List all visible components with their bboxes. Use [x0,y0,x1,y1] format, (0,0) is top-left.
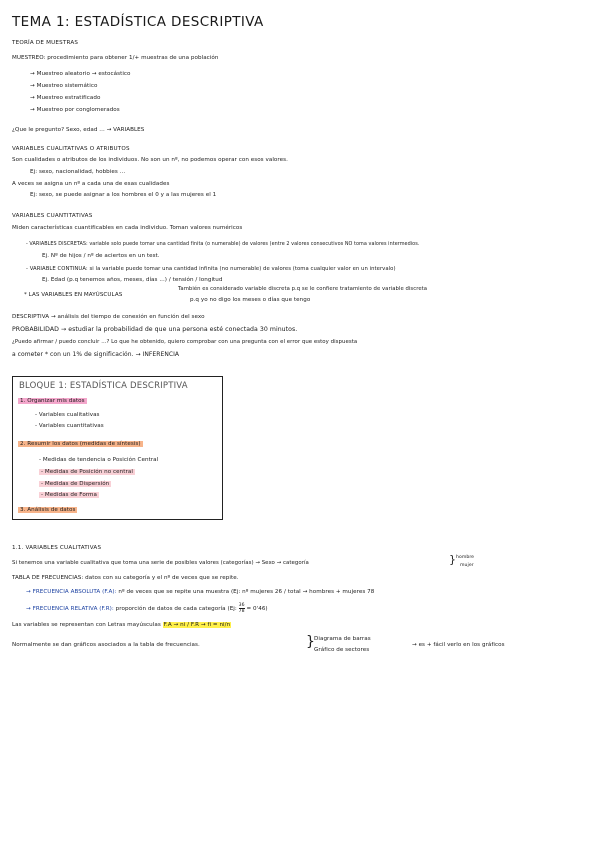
discreta-note: También es considerado variable discreta p.q se le confiere tratamiento de variable discreta [178,286,428,292]
cuantitativas-example: Ej. Nº de hijos / nº de aciertos en un test. [42,253,160,259]
bloque-item-1: 1. Organizar mis datos [20,398,85,404]
cuantitativas-example: Ej. Edad (p.q tenemos años, meses, días ...) / tensión / longitud [42,277,223,283]
tabla-frecuencias-line: TABLA DE FRECUENCIAS: datos con su categoría y el nº de veces que se repite. [12,575,239,581]
cualitativas-heading: VARIABLES CUALITATIVAS O ATRIBUTOS [12,146,130,152]
cualitativas-line: Son cualidades o atributos de los individuos. No son un nº, no podemos operar con esos valores. [12,157,288,163]
fa-label: → FRECUENCIA ABSOLUTA (F.A): [26,589,117,595]
muestreo-item: → Muestreo sistemático [30,83,98,89]
muestreo-item: → Muestreo estratificado [30,95,101,101]
brace-icon: } [306,634,315,650]
fr-result: = 0'46) [246,606,268,612]
bloque-item-3: 3. Análisis de datos [20,507,76,513]
cualitativas-line: Ej: sexo, nacionalidad, hobbies ... [30,169,126,175]
bloque-subitem: - Medidas de Dispersión [41,481,110,487]
fr-text: proporción de datos de cada categoría (Ej: [115,606,237,612]
inferencia-line: a cometer * con un 1% de significación. → INFERENCIA [12,351,180,358]
section-11-heading: 1.1. VARIABLES CUALITATIVAS [12,545,102,551]
teoria-heading: TEORÍA DE MUESTRAS [12,40,79,46]
letras-formula: F.A → ni / F.R → fi = ni/n [163,622,231,628]
bloque-subitem: - Medidas de Posición no central [41,469,133,475]
bloque-subitem: - Medidas de Forma [41,492,98,498]
variables-discretas-line: - VARIABLES DISCRETAS: variable solo puede tomar una cantidad finita (o numerable) de valores (entre 2 valores consecutivos NO toma valores intermedios. [26,241,420,247]
cualitativas-line: A veces se asigna un nº a cada una de esas cualidades [12,181,170,187]
fr-label: → FRECUENCIA RELATIVA (F.R): [26,606,114,612]
muestreo-line: MUESTREO: procedimiento para obtener 1/+ muestras de una población [12,55,219,61]
cualitativas-line: Ej: sexo, se puede asignar a los hombres el 0 y a las mujeres el 1 [30,192,217,198]
graficos-text: Normalmente se dan gráficos asociados a la tabla de frecuencias. [12,642,200,648]
bloque-box [12,376,223,520]
grafico-option: Gráfico de sectores [314,647,370,653]
fr-fraction: $\frac{36}{78}$ [238,603,245,614]
graficos-end: → es + fácil verlo en los gráficos [412,642,505,648]
category-hombre: hombre [456,555,475,560]
descriptiva-line: DESCRIPTIVA → análisis del tiempo de conexión en función del sexo [12,314,205,320]
category-mujer: mujer [460,563,474,568]
letras-text: Las variables se representan con Letras mayúsculas [12,622,161,628]
probabilidad-line: PROBABILIDAD → estudiar la probabilidad de que una persona esté conectada 30 minutos. [12,326,298,333]
bloque-item-2: 2. Resumir los datos (medidas de síntesis) [20,441,141,447]
cuantitativas-line: Miden características cuantificables en cada individuo. Toman valores numéricos [12,225,243,231]
cuantitativas-heading: VARIABLES CUANTITATIVAS [12,213,93,219]
muestreo-item: → Muestreo aleatorio → estocástico [30,71,131,77]
bloque-subitem: - Variables cualitativas [35,412,100,418]
bloque-title: BLOQUE 1: ESTADÍSTICA DESCRIPTIVA [19,381,188,391]
fa-text: nº de veces que se repite una muestra (Ej: nº mujeres 26 / total → hombres + mujeres 78 [118,589,375,595]
discreta-note-2: p.q yo no digo los meses o días que tengo [190,297,311,303]
pregunta-line: ¿Que le pregunto? Sexo, edad ... → VARIABLES [12,127,145,133]
muestreo-item: → Muestreo por conglomerados [30,107,120,113]
variable-continua-line: - VARIABLE CONTINUA: si la variable puede tomar una cantidad infinita (no numerable) de valores (toma cualquier valor en un intervalo) [26,266,396,272]
page-title: TEMA 1: ESTADÍSTICA DESCRIPTIVA [12,14,264,30]
inferencia-line: ¿Puedo afirmar / puedo concluir ...? Lo que he obtenido, quiero comprobar con una pregunta con el error que estoy dispuesta [12,339,358,345]
bloque-subitem: - Medidas de tendencia o Posición Central [39,457,159,463]
bloque-subitem: - Variables cuantitativas [35,423,104,429]
mayusculas-note: * LAS VARIABLES EN MAYÚSCULAS [24,292,123,298]
brace-icon: } [449,553,456,566]
section-11-line: Si tenemos una variable cualitativa que toma una serie de posibles valores (categorías) → Sexo → categoría [12,560,309,566]
grafico-option: Diagrama de barras [314,636,371,642]
